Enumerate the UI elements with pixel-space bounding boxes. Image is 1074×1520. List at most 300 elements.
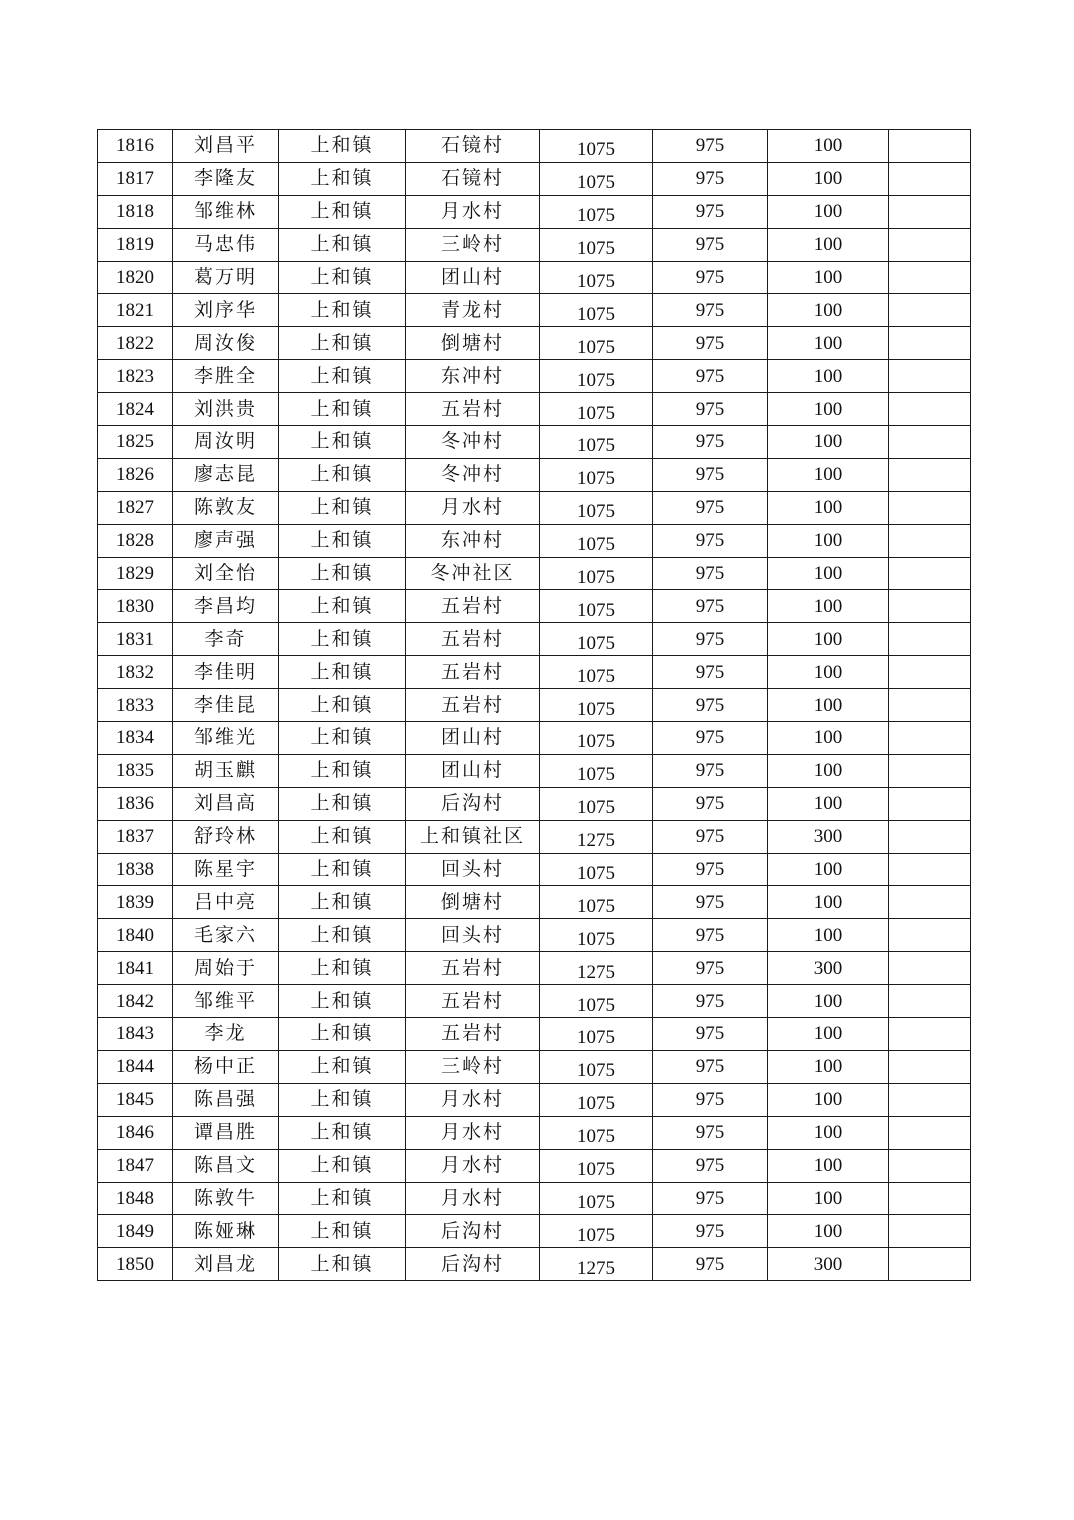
note-cell xyxy=(889,985,971,1018)
town-cell: 上和镇 xyxy=(279,360,406,393)
village-cell: 后沟村 xyxy=(406,1215,540,1248)
town-cell: 上和镇 xyxy=(279,1215,406,1248)
subsidy-amount-text: 1075 xyxy=(577,1027,615,1049)
seq-number-cell: 1840 xyxy=(98,919,173,952)
village-cell: 冬冲村 xyxy=(406,458,540,491)
subsidy-amount-cell xyxy=(540,689,653,722)
person-name-cell: 刘昌平 xyxy=(173,130,279,163)
table-row xyxy=(98,491,971,524)
town-cell: 上和镇 xyxy=(279,327,406,360)
seq-number-cell: 1816 xyxy=(98,130,173,163)
person-name-cell: 葛万明 xyxy=(173,261,279,294)
seq-number-cell: 1838 xyxy=(98,853,173,886)
subsidy-amount-cell xyxy=(540,787,653,820)
town-cell: 上和镇 xyxy=(279,623,406,656)
table-row xyxy=(98,228,971,261)
person-name-cell: 李昌均 xyxy=(173,590,279,623)
person-name-cell: 毛家六 xyxy=(173,919,279,952)
seq-number-cell: 1847 xyxy=(98,1149,173,1182)
subsidy-amount-text: 1075 xyxy=(577,271,615,292)
note-cell xyxy=(889,919,971,952)
subsidy-amount-text: 1075 xyxy=(577,567,615,589)
town-cell: 上和镇 xyxy=(279,261,406,294)
note-cell xyxy=(889,689,971,722)
town-cell: 上和镇 xyxy=(279,656,406,689)
table-row xyxy=(98,689,971,722)
person-name-cell: 李龙 xyxy=(173,1018,279,1051)
town-cell: 上和镇 xyxy=(279,426,406,459)
town-cell: 上和镇 xyxy=(279,820,406,853)
difference-amount-cell: 100 xyxy=(768,722,889,755)
roster-table xyxy=(97,129,971,1281)
standard-amount-cell: 975 xyxy=(653,590,768,623)
subsidy-amount-cell xyxy=(540,886,653,919)
subsidy-amount-cell xyxy=(540,952,653,985)
subsidy-amount-text: 1075 xyxy=(577,665,615,687)
standard-amount-cell: 975 xyxy=(653,754,768,787)
standard-amount-cell: 975 xyxy=(653,1182,768,1215)
seq-number-cell: 1836 xyxy=(98,787,173,820)
village-cell: 三岭村 xyxy=(406,1050,540,1083)
subsidy-amount-cell xyxy=(540,1018,653,1051)
table-row xyxy=(98,820,971,853)
difference-amount-cell: 100 xyxy=(768,590,889,623)
subsidy-amount-text: 1075 xyxy=(577,895,615,917)
village-cell: 石镜村 xyxy=(406,162,540,195)
standard-amount-cell: 975 xyxy=(653,656,768,689)
standard-amount-cell: 975 xyxy=(653,1116,768,1149)
table-row xyxy=(98,919,971,952)
table-row xyxy=(98,458,971,491)
table-row xyxy=(98,1083,971,1116)
standard-amount-cell: 975 xyxy=(653,458,768,491)
table-row xyxy=(98,1149,971,1182)
table-row xyxy=(98,1215,971,1248)
subsidy-amount-cell xyxy=(540,1182,653,1215)
subsidy-amount-cell xyxy=(540,393,653,426)
difference-amount-cell: 100 xyxy=(768,294,889,327)
seq-number-cell: 1832 xyxy=(98,656,173,689)
town-cell: 上和镇 xyxy=(279,787,406,820)
subsidy-amount-text: 1075 xyxy=(577,1159,615,1181)
town-cell: 上和镇 xyxy=(279,1149,406,1182)
difference-amount-cell: 100 xyxy=(768,491,889,524)
subsidy-amount-text: 1075 xyxy=(577,698,615,720)
difference-amount-cell: 100 xyxy=(768,195,889,228)
seq-number-cell: 1835 xyxy=(98,754,173,787)
table-row xyxy=(98,787,971,820)
seq-number-cell: 1820 xyxy=(98,261,173,294)
village-cell: 五岩村 xyxy=(406,623,540,656)
subsidy-amount-cell xyxy=(540,360,653,393)
village-cell: 月水村 xyxy=(406,1149,540,1182)
town-cell: 上和镇 xyxy=(279,1050,406,1083)
town-cell: 上和镇 xyxy=(279,722,406,755)
standard-amount-cell: 975 xyxy=(653,787,768,820)
seq-number-cell: 1818 xyxy=(98,195,173,228)
standard-amount-cell: 975 xyxy=(653,820,768,853)
difference-amount-cell: 100 xyxy=(768,754,889,787)
village-cell: 月水村 xyxy=(406,1182,540,1215)
seq-number-cell: 1834 xyxy=(98,722,173,755)
difference-amount-cell: 100 xyxy=(768,886,889,919)
seq-number-cell: 1842 xyxy=(98,985,173,1018)
subsidy-amount-cell xyxy=(540,458,653,491)
seq-number-cell: 1821 xyxy=(98,294,173,327)
table-row xyxy=(98,261,971,294)
standard-amount-cell: 975 xyxy=(653,1149,768,1182)
person-name-cell: 谭昌胜 xyxy=(173,1116,279,1149)
town-cell: 上和镇 xyxy=(279,162,406,195)
difference-amount-cell: 100 xyxy=(768,393,889,426)
standard-amount-cell: 975 xyxy=(653,327,768,360)
village-cell: 团山村 xyxy=(406,754,540,787)
difference-amount-cell: 100 xyxy=(768,130,889,163)
person-name-cell: 周始于 xyxy=(173,952,279,985)
subsidy-amount-text: 1275 xyxy=(577,830,615,852)
note-cell xyxy=(889,1182,971,1215)
village-cell: 后沟村 xyxy=(406,1248,540,1281)
note-cell xyxy=(889,656,971,689)
difference-amount-cell: 100 xyxy=(768,656,889,689)
subsidy-amount-cell xyxy=(540,130,653,163)
subsidy-amount-text: 1275 xyxy=(577,1257,615,1279)
subsidy-amount-cell xyxy=(540,820,653,853)
standard-amount-cell: 975 xyxy=(653,623,768,656)
difference-amount-cell: 100 xyxy=(768,426,889,459)
subsidy-amount-text: 1075 xyxy=(577,1060,615,1082)
standard-amount-cell: 975 xyxy=(653,524,768,557)
subsidy-amount-text: 1075 xyxy=(577,731,615,753)
subsidy-amount-cell xyxy=(540,919,653,952)
town-cell: 上和镇 xyxy=(279,689,406,722)
town-cell: 上和镇 xyxy=(279,491,406,524)
note-cell xyxy=(889,820,971,853)
seq-number-cell: 1837 xyxy=(98,820,173,853)
town-cell: 上和镇 xyxy=(279,754,406,787)
table-row xyxy=(98,1182,971,1215)
seq-number-cell: 1843 xyxy=(98,1018,173,1051)
seq-number-cell: 1823 xyxy=(98,360,173,393)
standard-amount-cell: 975 xyxy=(653,1083,768,1116)
person-name-cell: 胡玉麒 xyxy=(173,754,279,787)
person-name-cell: 周汝明 xyxy=(173,426,279,459)
village-cell: 三岭村 xyxy=(406,228,540,261)
table-row xyxy=(98,557,971,590)
standard-amount-cell: 975 xyxy=(653,426,768,459)
standard-amount-cell: 975 xyxy=(653,853,768,886)
note-cell xyxy=(889,228,971,261)
person-name-cell: 刘序华 xyxy=(173,294,279,327)
difference-amount-cell: 100 xyxy=(768,360,889,393)
subsidy-amount-cell xyxy=(540,1050,653,1083)
subsidy-amount-cell xyxy=(540,491,653,524)
subsidy-amount-cell xyxy=(540,228,653,261)
subsidy-amount-text: 1075 xyxy=(577,1224,615,1246)
difference-amount-cell: 100 xyxy=(768,787,889,820)
person-name-cell: 杨中正 xyxy=(173,1050,279,1083)
table-row xyxy=(98,294,971,327)
note-cell xyxy=(889,1215,971,1248)
village-cell: 冬冲村 xyxy=(406,426,540,459)
person-name-cell: 陈星宇 xyxy=(173,853,279,886)
roster-body xyxy=(98,130,971,1281)
subsidy-amount-cell xyxy=(540,162,653,195)
subsidy-amount-text: 1275 xyxy=(577,961,615,983)
seq-number-cell: 1817 xyxy=(98,162,173,195)
subsidy-amount-cell xyxy=(540,590,653,623)
person-name-cell: 李奇 xyxy=(173,623,279,656)
table-row xyxy=(98,886,971,919)
town-cell: 上和镇 xyxy=(279,1083,406,1116)
note-cell xyxy=(889,557,971,590)
town-cell: 上和镇 xyxy=(279,458,406,491)
standard-amount-cell: 975 xyxy=(653,1248,768,1281)
subsidy-amount-cell xyxy=(540,195,653,228)
standard-amount-cell: 975 xyxy=(653,393,768,426)
table-row xyxy=(98,1018,971,1051)
person-name-cell: 邹维平 xyxy=(173,985,279,1018)
person-name-cell: 李胜全 xyxy=(173,360,279,393)
person-name-cell: 舒玲林 xyxy=(173,820,279,853)
subsidy-amount-cell xyxy=(540,853,653,886)
standard-amount-cell: 975 xyxy=(653,1215,768,1248)
difference-amount-cell: 100 xyxy=(768,1215,889,1248)
difference-amount-cell: 100 xyxy=(768,524,889,557)
village-cell: 石镜村 xyxy=(406,130,540,163)
person-name-cell: 周汝俊 xyxy=(173,327,279,360)
table-row xyxy=(98,1248,971,1281)
difference-amount-cell: 100 xyxy=(768,327,889,360)
person-name-cell: 陈敦牛 xyxy=(173,1182,279,1215)
person-name-cell: 李佳昆 xyxy=(173,689,279,722)
table-row xyxy=(98,426,971,459)
standard-amount-cell: 975 xyxy=(653,689,768,722)
village-cell: 东冲村 xyxy=(406,524,540,557)
seq-number-cell: 1825 xyxy=(98,426,173,459)
person-name-cell: 刘洪贵 xyxy=(173,393,279,426)
village-cell: 冬冲社区 xyxy=(406,557,540,590)
standard-amount-cell: 975 xyxy=(653,722,768,755)
village-cell: 月水村 xyxy=(406,491,540,524)
table-row xyxy=(98,985,971,1018)
subsidy-amount-text: 1075 xyxy=(577,435,615,457)
subsidy-amount-text: 1075 xyxy=(577,863,615,885)
subsidy-amount-text: 1075 xyxy=(577,1191,615,1213)
subsidy-amount-text: 1075 xyxy=(577,172,615,194)
person-name-cell: 陈昌文 xyxy=(173,1149,279,1182)
note-cell xyxy=(889,294,971,327)
standard-amount-cell: 975 xyxy=(653,1050,768,1083)
subsidy-amount-text: 1075 xyxy=(577,632,615,654)
seq-number-cell: 1826 xyxy=(98,458,173,491)
note-cell xyxy=(889,886,971,919)
note-cell xyxy=(889,1018,971,1051)
subsidy-amount-text: 1075 xyxy=(577,139,615,161)
town-cell: 上和镇 xyxy=(279,393,406,426)
subsidy-amount-cell xyxy=(540,754,653,787)
village-cell: 月水村 xyxy=(406,1083,540,1116)
difference-amount-cell: 100 xyxy=(768,261,889,294)
difference-amount-cell: 100 xyxy=(768,1182,889,1215)
table-row xyxy=(98,722,971,755)
difference-amount-cell: 100 xyxy=(768,623,889,656)
town-cell: 上和镇 xyxy=(279,228,406,261)
town-cell: 上和镇 xyxy=(279,952,406,985)
subsidy-amount-cell xyxy=(540,985,653,1018)
subsidy-amount-cell xyxy=(540,557,653,590)
town-cell: 上和镇 xyxy=(279,557,406,590)
seq-number-cell: 1841 xyxy=(98,952,173,985)
seq-number-cell: 1827 xyxy=(98,491,173,524)
note-cell xyxy=(889,722,971,755)
village-cell: 五岩村 xyxy=(406,952,540,985)
table-row xyxy=(98,393,971,426)
note-cell xyxy=(889,458,971,491)
subsidy-amount-text: 1075 xyxy=(577,764,615,786)
subsidy-amount-text: 1075 xyxy=(577,303,615,325)
village-cell: 月水村 xyxy=(406,195,540,228)
town-cell: 上和镇 xyxy=(279,1248,406,1281)
note-cell xyxy=(889,853,971,886)
difference-amount-cell: 100 xyxy=(768,1116,889,1149)
note-cell xyxy=(889,261,971,294)
table-row xyxy=(98,1050,971,1083)
difference-amount-cell: 100 xyxy=(768,1050,889,1083)
subsidy-amount-text: 1075 xyxy=(577,205,615,227)
note-cell xyxy=(889,1050,971,1083)
town-cell: 上和镇 xyxy=(279,1116,406,1149)
standard-amount-cell: 975 xyxy=(653,261,768,294)
subsidy-amount-cell xyxy=(540,1248,653,1281)
subsidy-amount-text: 1075 xyxy=(577,797,615,819)
difference-amount-cell: 100 xyxy=(768,689,889,722)
table-row xyxy=(98,524,971,557)
subsidy-amount-text: 1075 xyxy=(577,336,615,358)
note-cell xyxy=(889,623,971,656)
standard-amount-cell: 975 xyxy=(653,1018,768,1051)
town-cell: 上和镇 xyxy=(279,985,406,1018)
seq-number-cell: 1848 xyxy=(98,1182,173,1215)
person-name-cell: 刘全怡 xyxy=(173,557,279,590)
person-name-cell: 陈娅琳 xyxy=(173,1215,279,1248)
town-cell: 上和镇 xyxy=(279,886,406,919)
difference-amount-cell: 100 xyxy=(768,1083,889,1116)
seq-number-cell: 1828 xyxy=(98,524,173,557)
table-row xyxy=(98,656,971,689)
subsidy-amount-text: 1075 xyxy=(577,928,615,950)
difference-amount-cell: 300 xyxy=(768,1248,889,1281)
subsidy-amount-cell xyxy=(540,623,653,656)
seq-number-cell: 1829 xyxy=(98,557,173,590)
village-cell: 上和镇社区 xyxy=(406,820,540,853)
town-cell: 上和镇 xyxy=(279,919,406,952)
table-row xyxy=(98,360,971,393)
town-cell: 上和镇 xyxy=(279,524,406,557)
seq-number-cell: 1844 xyxy=(98,1050,173,1083)
subsidy-amount-cell xyxy=(540,656,653,689)
subsidy-amount-text: 1075 xyxy=(577,1093,615,1115)
person-name-cell: 李隆友 xyxy=(173,162,279,195)
person-name-cell: 廖声强 xyxy=(173,524,279,557)
village-cell: 五岩村 xyxy=(406,985,540,1018)
subsidy-amount-text: 1075 xyxy=(577,534,615,556)
person-name-cell: 刘昌高 xyxy=(173,787,279,820)
standard-amount-cell: 975 xyxy=(653,130,768,163)
village-cell: 倒塘村 xyxy=(406,886,540,919)
table-row xyxy=(98,327,971,360)
note-cell xyxy=(889,1149,971,1182)
note-cell xyxy=(889,426,971,459)
subsidy-amount-text: 1075 xyxy=(577,599,615,621)
village-cell: 月水村 xyxy=(406,1116,540,1149)
note-cell xyxy=(889,1248,971,1281)
village-cell: 五岩村 xyxy=(406,656,540,689)
note-cell xyxy=(889,162,971,195)
table-row xyxy=(98,853,971,886)
standard-amount-cell: 975 xyxy=(653,919,768,952)
seq-number-cell: 1839 xyxy=(98,886,173,919)
person-name-cell: 邹维光 xyxy=(173,722,279,755)
village-cell: 五岩村 xyxy=(406,590,540,623)
village-cell: 回头村 xyxy=(406,853,540,886)
village-cell: 五岩村 xyxy=(406,1018,540,1051)
seq-number-cell: 1830 xyxy=(98,590,173,623)
village-cell: 东冲村 xyxy=(406,360,540,393)
subsidy-amount-cell xyxy=(540,524,653,557)
note-cell xyxy=(889,524,971,557)
note-cell xyxy=(889,1116,971,1149)
note-cell xyxy=(889,491,971,524)
difference-amount-cell: 300 xyxy=(768,952,889,985)
village-cell: 团山村 xyxy=(406,722,540,755)
note-cell xyxy=(889,130,971,163)
note-cell xyxy=(889,787,971,820)
note-cell xyxy=(889,754,971,787)
town-cell: 上和镇 xyxy=(279,590,406,623)
table-row xyxy=(98,195,971,228)
difference-amount-cell: 300 xyxy=(768,820,889,853)
note-cell xyxy=(889,327,971,360)
subsidy-amount-cell xyxy=(540,426,653,459)
table-row xyxy=(98,590,971,623)
standard-amount-cell: 975 xyxy=(653,557,768,590)
subsidy-amount-cell xyxy=(540,1083,653,1116)
subsidy-amount-cell xyxy=(540,722,653,755)
person-name-cell: 廖志昆 xyxy=(173,458,279,491)
town-cell: 上和镇 xyxy=(279,130,406,163)
seq-number-cell: 1849 xyxy=(98,1215,173,1248)
standard-amount-cell: 975 xyxy=(653,491,768,524)
standard-amount-cell: 975 xyxy=(653,294,768,327)
standard-amount-cell: 975 xyxy=(653,228,768,261)
difference-amount-cell: 100 xyxy=(768,162,889,195)
note-cell xyxy=(889,393,971,426)
standard-amount-cell: 975 xyxy=(653,952,768,985)
subsidy-amount-cell xyxy=(540,1215,653,1248)
subsidy-amount-text: 1075 xyxy=(577,238,615,260)
seq-number-cell: 1833 xyxy=(98,689,173,722)
difference-amount-cell: 100 xyxy=(768,557,889,590)
note-cell xyxy=(889,360,971,393)
person-name-cell: 马忠伟 xyxy=(173,228,279,261)
difference-amount-cell: 100 xyxy=(768,1018,889,1051)
seq-number-cell: 1845 xyxy=(98,1083,173,1116)
subsidy-amount-text: 1075 xyxy=(577,1126,615,1148)
village-cell: 五岩村 xyxy=(406,689,540,722)
seq-number-cell: 1831 xyxy=(98,623,173,656)
village-cell: 后沟村 xyxy=(406,787,540,820)
